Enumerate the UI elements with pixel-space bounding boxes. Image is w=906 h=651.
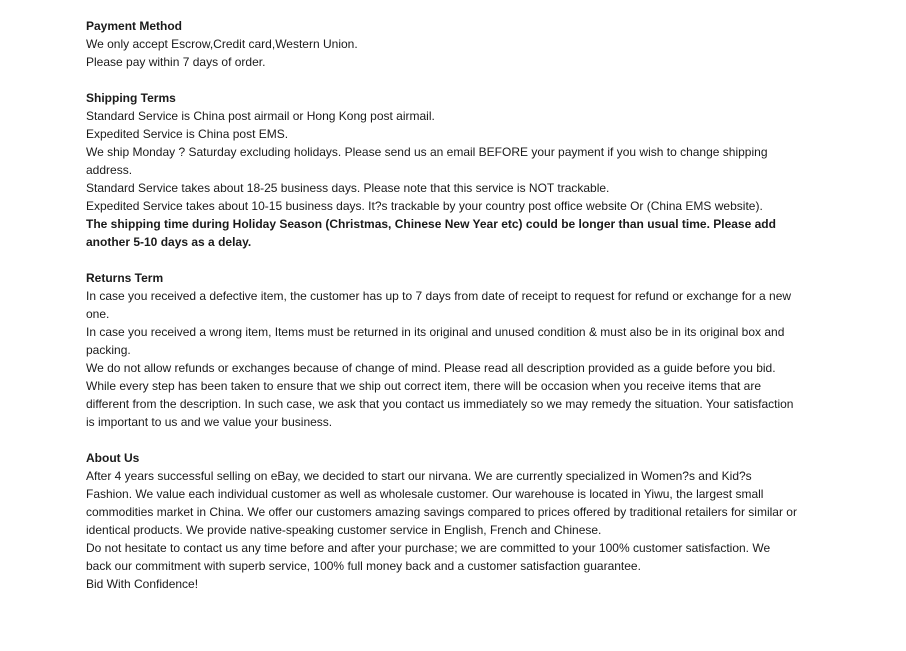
section-heading: Payment Method	[86, 19, 183, 33]
section-line: Standard Service takes about 18-25 business days. Please note that this service is NOT trackable.	[86, 181, 610, 195]
section-line: After 4 years successful selling on eBay, we decided to start our nirvana. We are currently specialized in Women?s and Kid?s Fashion. We value each individual customer as well as wholesale customer. Our warehouse is located in Yiwu, the largest small commodities market in China. We offer our customers amazing savings compared to prices offered by traditional retailers for similar or identical products. We provide native-speaking customer service in English, French and Chinese.	[86, 469, 797, 537]
section-heading: Returns Term	[86, 271, 164, 285]
section-heading: About Us	[86, 451, 140, 465]
section-line: We do not allow refunds or exchanges because of change of mind. Please read all description provided as a guide before you bid.	[86, 361, 776, 375]
holiday-delay-notice: The shipping time during Holiday Season (Christmas, Chinese New Year etc) could be longer than usual time. Please add another 5-10 days as a delay.	[86, 217, 776, 249]
about-us-section	[86, 449, 798, 593]
section-line: Expedited Service is China post EMS.	[86, 127, 289, 141]
section-line: Expedited Service takes about 10-15 business days. It?s trackable by your country post office website Or (China EMS website).	[86, 199, 763, 213]
closing-line: Bid With Confidence!	[86, 577, 199, 591]
shipping-terms-section	[86, 89, 798, 251]
section-line: Do not hesitate to contact us any time before and after your purchase; we are committed to your 100% customer satisfaction. We back our commitment with superb service, 100% full money back and a customer satisfaction guarantee.	[86, 541, 771, 573]
policy-content	[86, 17, 798, 611]
section-line: We ship Monday ? Saturday excluding holidays. Please send us an email BEFORE your payment if you wish to change shipping address.	[86, 145, 768, 177]
returns-term-section	[86, 269, 798, 431]
section-line: Standard Service is China post airmail or Hong Kong post airmail.	[86, 109, 435, 123]
section-line: In case you received a wrong item, Items must be returned in its original and unused condition & must also be in its original box and packing.	[86, 325, 785, 357]
section-line: Please pay within 7 days of order.	[86, 55, 266, 69]
section-line: In case you received a defective item, the customer has up to 7 days from date of receipt to request for refund or exchange for a new one.	[86, 289, 792, 321]
section-heading: Shipping Terms	[86, 91, 176, 105]
payment-method-section	[86, 17, 798, 71]
section-line: While every step has been taken to ensure that we ship out correct item, there will be occasion when you receive items that are different from the description. In such case, we ask that you contact us immediately so we may remedy the situation. Your satisfaction is important to us and we value your business.	[86, 379, 794, 429]
section-line: We only accept Escrow,Credit card,Western Union.	[86, 37, 358, 51]
